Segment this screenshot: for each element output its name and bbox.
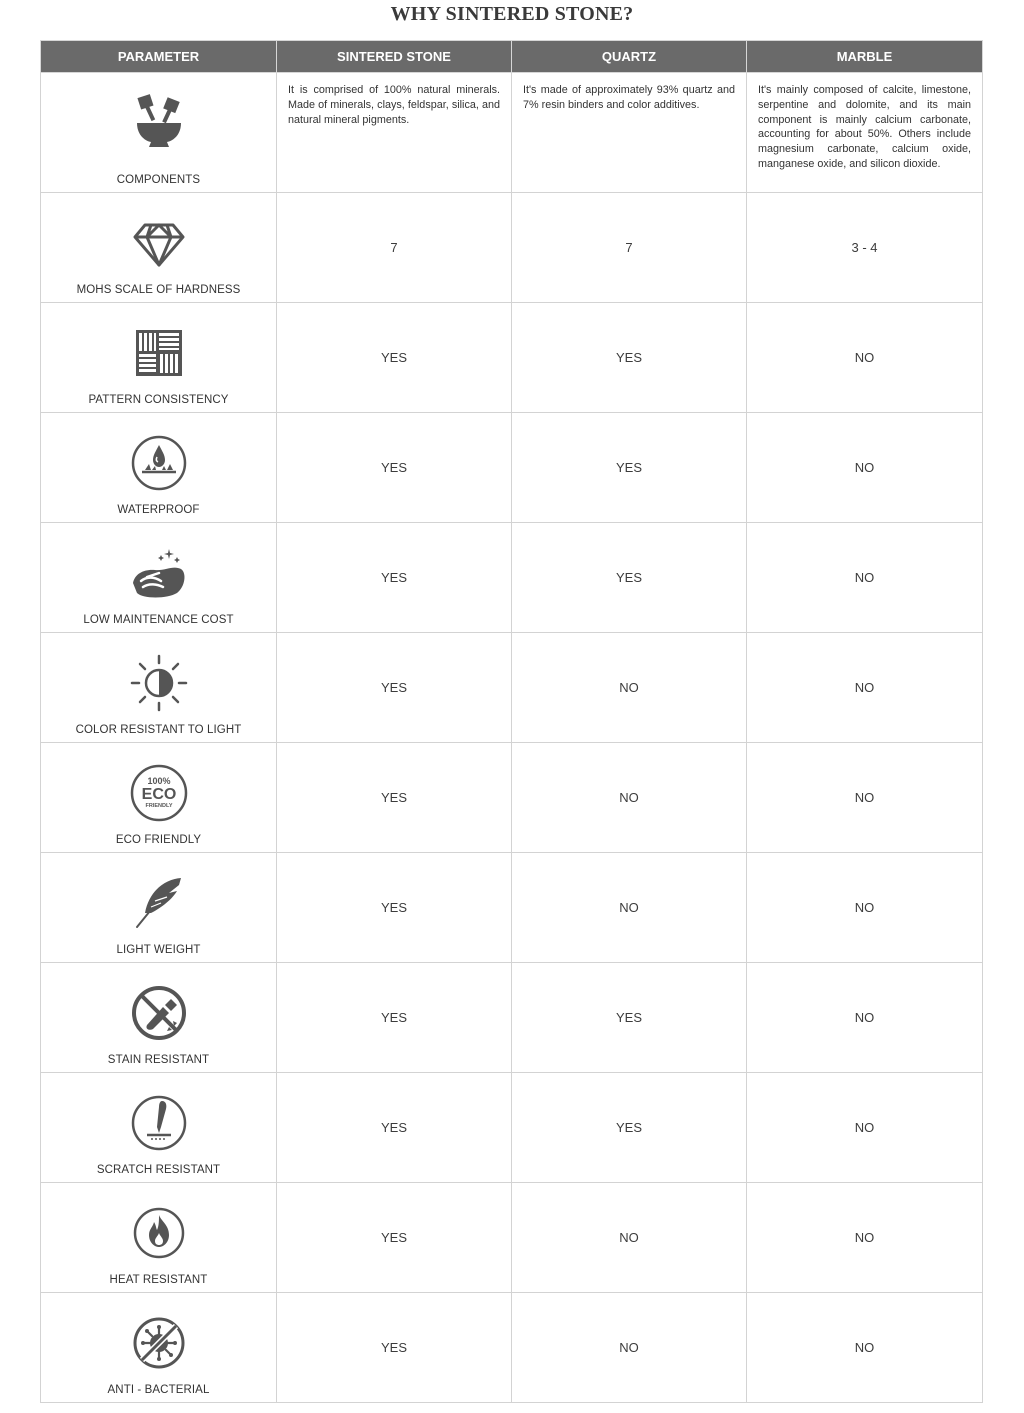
parameter-cell bbox=[41, 743, 277, 853]
parameter-label: SCRATCH RESISTANT bbox=[96, 1164, 221, 1176]
quartz-value: NO bbox=[512, 1183, 747, 1293]
parameter-label: ECO FRIENDLY bbox=[115, 834, 202, 846]
table-header-row bbox=[41, 41, 983, 73]
sintered-stone-value: YES bbox=[277, 633, 512, 743]
parameter-cell bbox=[41, 193, 277, 303]
sintered-stone-value: YES bbox=[277, 523, 512, 633]
sintered-stone-value: YES bbox=[277, 743, 512, 853]
quartz-value: YES bbox=[512, 1073, 747, 1183]
parameter-label: LOW MAINTENANCE COST bbox=[83, 614, 234, 626]
mortar-pestle-icon bbox=[129, 93, 189, 153]
parameter-cell bbox=[41, 1293, 277, 1403]
parameter-cell bbox=[41, 1073, 277, 1183]
sun-half-icon bbox=[129, 653, 189, 713]
no-bacteria-icon bbox=[129, 1313, 189, 1373]
marble-value: NO bbox=[747, 1183, 983, 1293]
table-row bbox=[41, 73, 983, 193]
parameter-label: MOHS SCALE OF HARDNESS bbox=[76, 284, 241, 296]
no-stain-brush-icon bbox=[129, 983, 189, 1043]
quartz-value: YES bbox=[512, 413, 747, 523]
marble-value: NO bbox=[747, 1293, 983, 1403]
table-row bbox=[41, 1293, 983, 1403]
parameter-cell bbox=[41, 73, 277, 193]
sintered-stone-value: YES bbox=[277, 303, 512, 413]
quartz-value: NO bbox=[512, 1293, 747, 1403]
feather-icon bbox=[129, 873, 189, 933]
header-parameter: PARAMETER bbox=[41, 41, 277, 73]
eco-badge-top: 100% bbox=[146, 776, 171, 786]
flame-icon bbox=[129, 1203, 189, 1263]
parquet-pattern-icon bbox=[129, 323, 189, 383]
hand-wipe-icon bbox=[129, 543, 189, 603]
parameter-label: HEAT RESISTANT bbox=[109, 1274, 208, 1286]
marble-value: NO bbox=[747, 853, 983, 963]
diamond-icon bbox=[129, 213, 189, 273]
sintered-stone-value: YES bbox=[277, 963, 512, 1073]
parameter-label: ANTI - BACTERIAL bbox=[107, 1384, 210, 1396]
table-row bbox=[41, 193, 983, 303]
sintered-stone-value: YES bbox=[277, 1183, 512, 1293]
table-row bbox=[41, 963, 983, 1073]
header-quartz: QUARTZ bbox=[512, 41, 747, 73]
parameter-label: STAIN RESISTANT bbox=[107, 1054, 210, 1066]
page-title: WHY SINTERED STONE? bbox=[390, 3, 634, 25]
marble-value: It's mainly composed of calcite, limestone, serpentine and dolomite, and its main component is mainly calcium carbonate, accounting for about 50%. Others include magnesium carbonate, calcium oxide, manganese oxide, and silicon dioxide. bbox=[747, 73, 983, 193]
sintered-stone-value: YES bbox=[277, 413, 512, 523]
eco-badge-mid: ECO bbox=[141, 786, 176, 803]
parameter-label: COLOR RESISTANT TO LIGHT bbox=[75, 724, 242, 736]
parameter-label: PATTERN CONSISTENCY bbox=[88, 394, 229, 406]
table-row bbox=[41, 743, 983, 853]
table-row bbox=[41, 413, 983, 523]
parameter-label: LIGHT WEIGHT bbox=[116, 944, 201, 956]
parameter-cell bbox=[41, 633, 277, 743]
quartz-value: YES bbox=[512, 523, 747, 633]
parameter-cell bbox=[41, 1183, 277, 1293]
comparison-table bbox=[40, 40, 983, 1403]
quartz-value: NO bbox=[512, 743, 747, 853]
parameter-cell bbox=[41, 413, 277, 523]
marble-value: NO bbox=[747, 413, 983, 523]
quartz-value: YES bbox=[512, 303, 747, 413]
quartz-value: It's made of approximately 93% quartz and 7% resin binders and color additives. bbox=[512, 73, 747, 193]
table-row bbox=[41, 1183, 983, 1293]
marble-value: 3 - 4 bbox=[747, 193, 983, 303]
water-drop-icon bbox=[129, 433, 189, 493]
sintered-stone-value: YES bbox=[277, 853, 512, 963]
marble-value: NO bbox=[747, 963, 983, 1073]
parameter-cell bbox=[41, 963, 277, 1073]
eco-badge-icon bbox=[129, 763, 189, 823]
table-row bbox=[41, 633, 983, 743]
marble-value: NO bbox=[747, 1073, 983, 1183]
marble-value: NO bbox=[747, 523, 983, 633]
quartz-value: 7 bbox=[512, 193, 747, 303]
scratch-knife-icon bbox=[129, 1093, 189, 1153]
marble-value: NO bbox=[747, 303, 983, 413]
marble-value: NO bbox=[747, 743, 983, 853]
header-marble: MARBLE bbox=[747, 41, 983, 73]
sintered-stone-value: YES bbox=[277, 1073, 512, 1183]
sintered-stone-value: It is comprised of 100% natural minerals. Made of minerals, clays, feldspar, silica, and natural mineral pigments. bbox=[277, 73, 512, 193]
parameter-label: WATERPROOF bbox=[117, 504, 200, 516]
table-row bbox=[41, 853, 983, 963]
quartz-value: NO bbox=[512, 853, 747, 963]
parameter-cell bbox=[41, 303, 277, 413]
eco-badge-bottom: FRIENDLY bbox=[145, 803, 172, 809]
sintered-stone-value: YES bbox=[277, 1293, 512, 1403]
header-sintered-stone: SINTERED STONE bbox=[277, 41, 512, 73]
table-row bbox=[41, 523, 983, 633]
quartz-value: YES bbox=[512, 963, 747, 1073]
marble-value: NO bbox=[747, 633, 983, 743]
parameter-label: COMPONENTS bbox=[116, 174, 201, 186]
parameter-cell bbox=[41, 853, 277, 963]
parameter-cell bbox=[41, 523, 277, 633]
quartz-value: NO bbox=[512, 633, 747, 743]
sintered-stone-value: 7 bbox=[277, 193, 512, 303]
table-row bbox=[41, 303, 983, 413]
table-row bbox=[41, 1073, 983, 1183]
